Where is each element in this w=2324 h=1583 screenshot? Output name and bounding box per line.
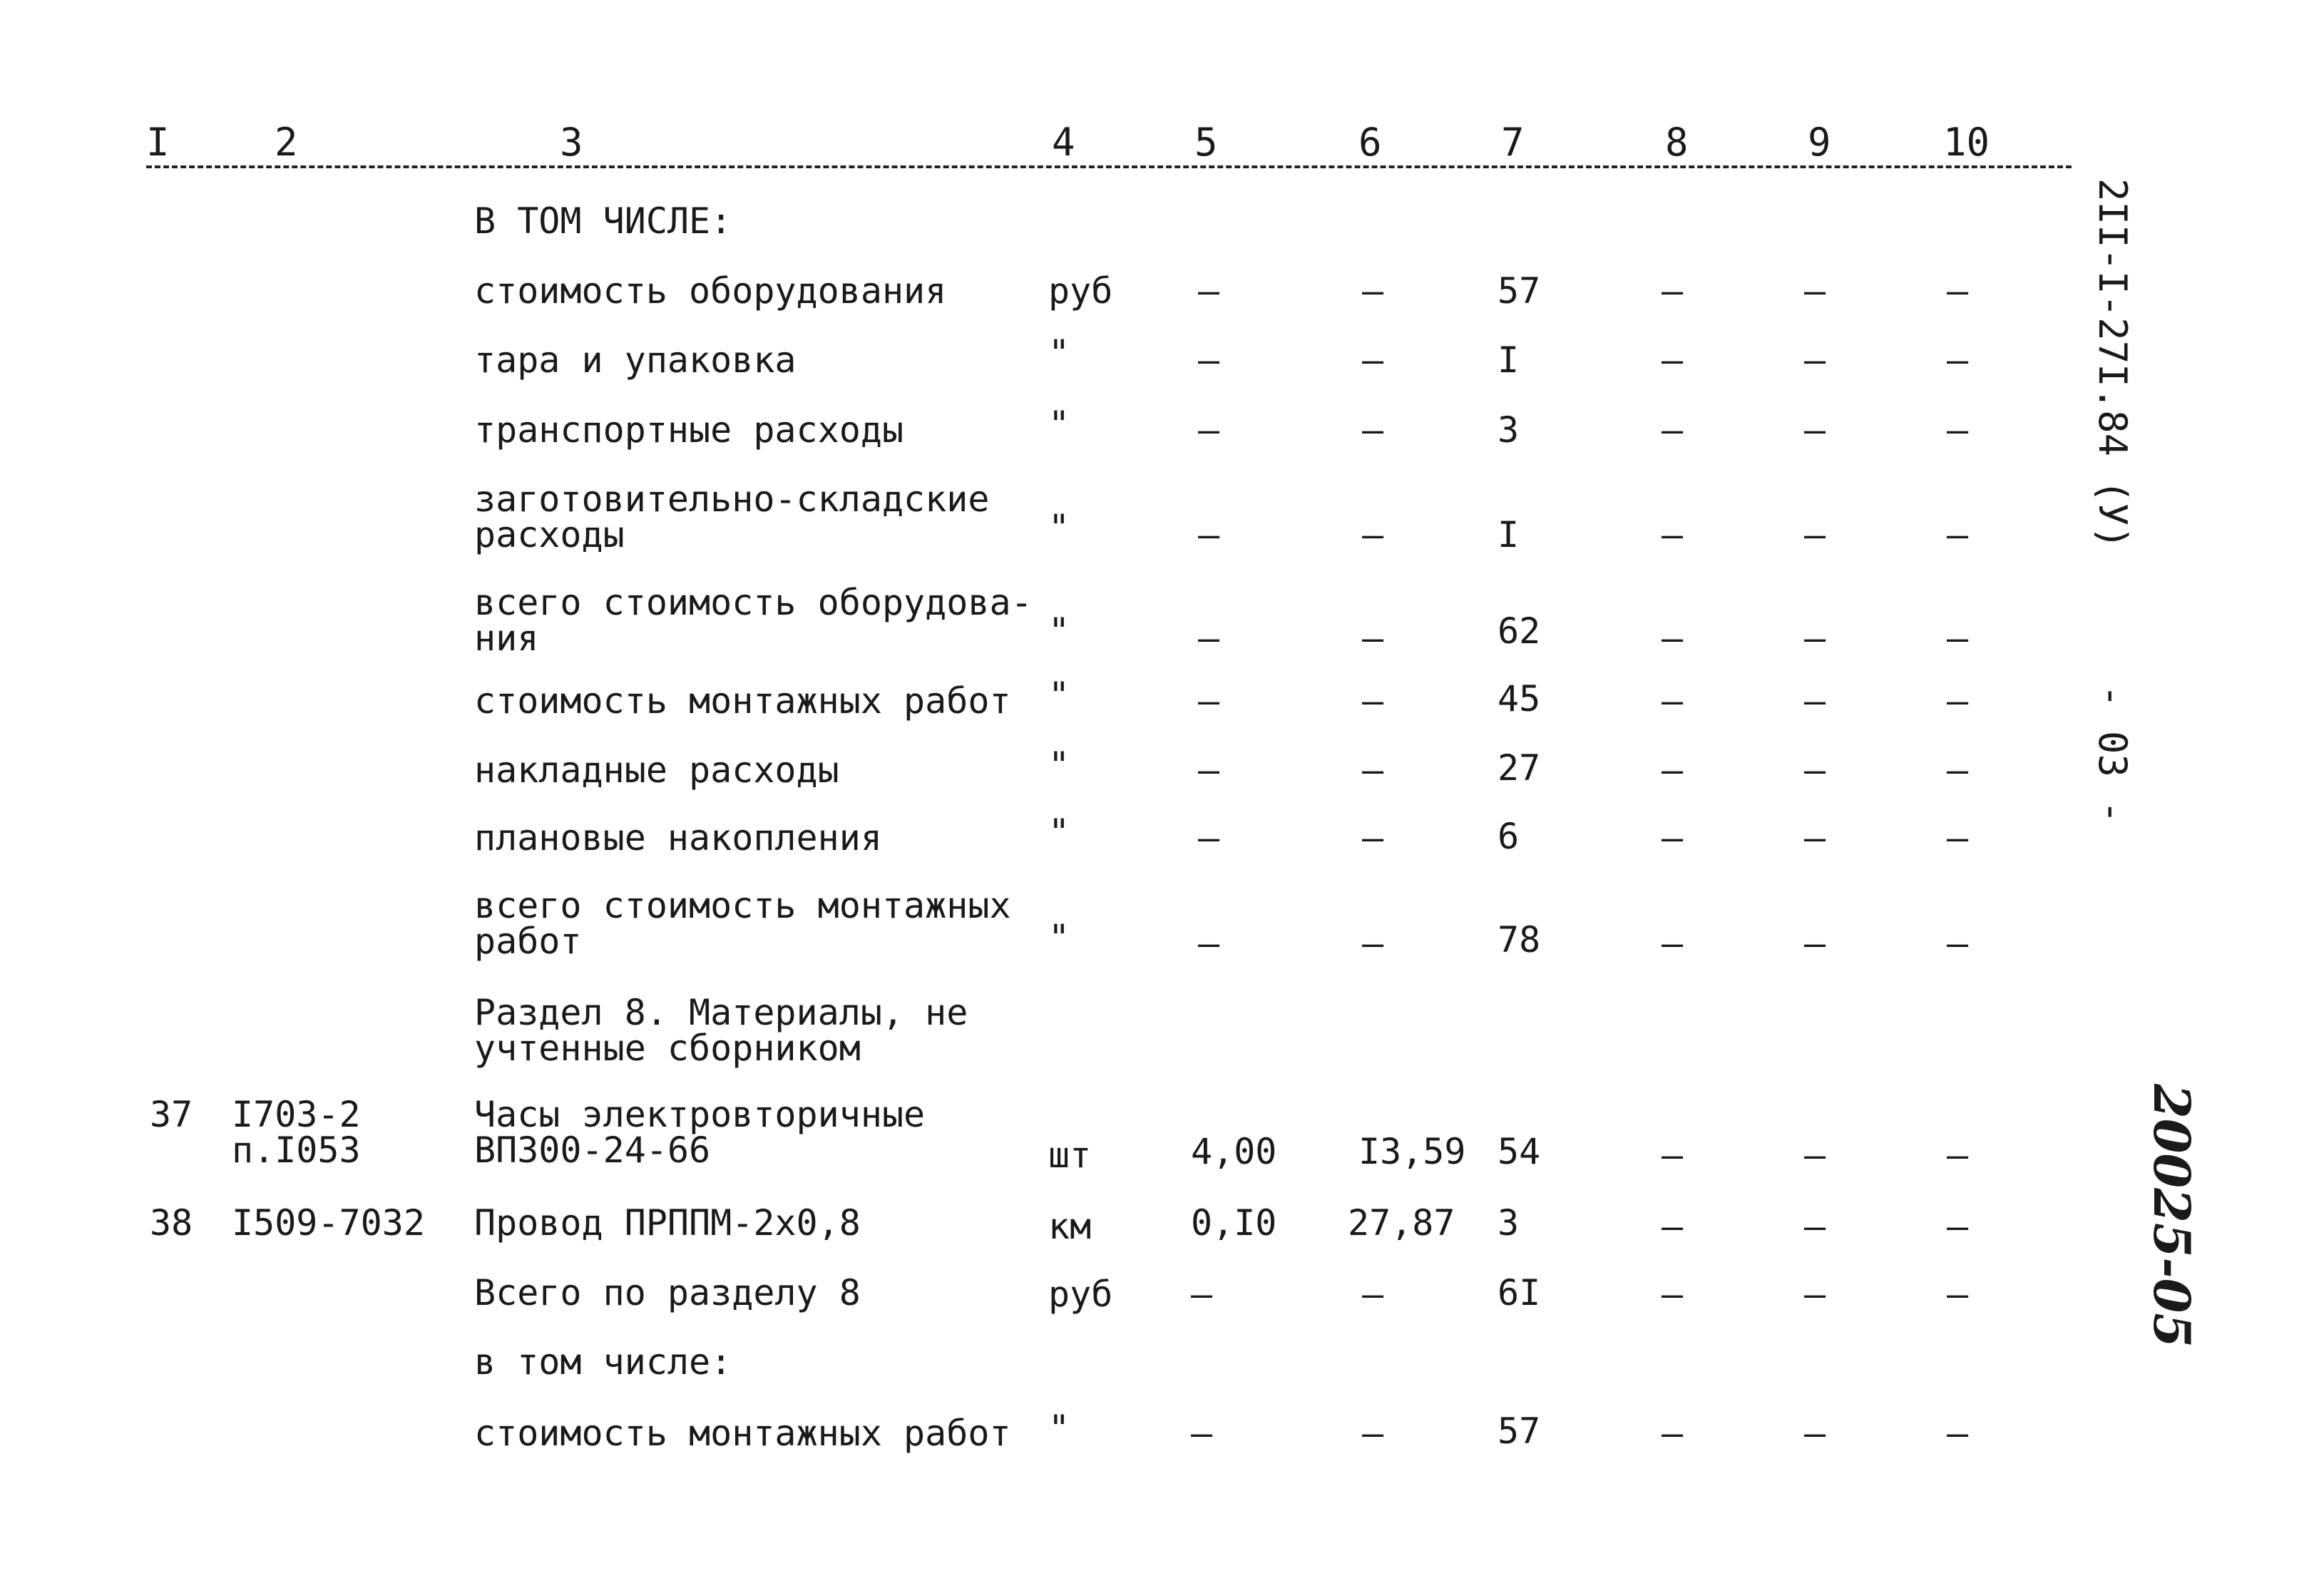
column-number-3: 3 <box>560 120 583 165</box>
row-9-unit: " <box>1048 917 1070 958</box>
row-15-col7: 57 <box>1498 1410 1541 1452</box>
row-4-col10: – <box>1947 514 1969 555</box>
row-5-unit: " <box>1048 610 1070 652</box>
row-2-desc-line-1: тара и упаковка <box>474 339 797 381</box>
column-number-5: 5 <box>1194 120 1218 165</box>
row-9-col5: – <box>1198 923 1220 964</box>
row-5-col8: – <box>1662 618 1684 659</box>
row-12-col9: – <box>1804 1206 1826 1247</box>
row-1-col9: – <box>1804 270 1826 312</box>
row-1-col8: – <box>1662 270 1684 312</box>
column-number-header <box>146 121 2072 171</box>
row-8-unit: " <box>1048 811 1070 853</box>
row-6-desc <box>474 680 1011 722</box>
row-9-desc-line-1: всего стоимость монтажных <box>474 885 1011 926</box>
row-12-col5: 0,I0 <box>1191 1202 1277 1244</box>
row-3-col6: – <box>1362 409 1384 451</box>
row-7-col8: – <box>1662 749 1684 791</box>
row-7-unit: " <box>1048 744 1070 786</box>
row-13-col7: 6I <box>1498 1272 1541 1313</box>
row-11-col9: – <box>1804 1134 1826 1176</box>
row-9-desc <box>474 885 1011 962</box>
row-11-number: 37 <box>150 1094 193 1135</box>
row-15-col8: – <box>1662 1413 1684 1454</box>
row-11-code-line-2: п.I053 <box>232 1129 361 1171</box>
row-5-col7: 62 <box>1498 610 1541 652</box>
row-8-desc <box>474 817 882 859</box>
row-1-desc-line-1: стоимость оборудования <box>474 270 947 312</box>
row-14-desc-line-1: в том числе: <box>474 1341 732 1383</box>
row-9-col8: – <box>1662 923 1684 964</box>
row-1-col7: 57 <box>1498 270 1541 312</box>
row-13-col6: – <box>1362 1274 1384 1315</box>
row-9-col6: – <box>1362 923 1384 964</box>
row-3-col5: – <box>1198 409 1220 451</box>
row-15-desc-line-1: стоимость монтажных работ <box>474 1413 1011 1454</box>
row-8-col10: – <box>1947 817 1969 859</box>
row-5-desc-line-2: ния <box>474 618 539 659</box>
row-5-col5: – <box>1198 618 1220 659</box>
row-6-col8: – <box>1662 680 1684 722</box>
column-number-1: I <box>146 120 170 165</box>
column-number-7: 7 <box>1501 120 1525 165</box>
row-12-number: 38 <box>150 1202 193 1244</box>
row-5-col10: – <box>1947 618 1969 659</box>
row-6-desc-line-1: стоимость монтажных работ <box>474 680 1011 722</box>
row-1-desc <box>474 270 947 312</box>
row-4-col5: – <box>1198 514 1220 555</box>
row-15-col5: – <box>1191 1413 1213 1454</box>
row-12-desc-line-1: Провод ПРППМ-2х0,8 <box>474 1202 861 1244</box>
column-number-4: 4 <box>1052 120 1075 165</box>
row-2-col6: – <box>1362 339 1384 381</box>
row-4-col9: – <box>1804 514 1826 555</box>
row-2-unit: " <box>1048 332 1070 374</box>
row-12-col7: 3 <box>1498 1202 1520 1244</box>
page-number: - 03 - <box>2090 685 2135 824</box>
row-7-col7: 27 <box>1498 747 1541 789</box>
row-13-col10: – <box>1947 1274 1969 1315</box>
row-5-col6: – <box>1362 618 1384 659</box>
row-6-col6: – <box>1362 680 1384 722</box>
row-5-desc-line-1: всего стоимость оборудова- <box>474 582 1033 623</box>
row-2-col7: I <box>1498 339 1520 381</box>
row-6-col7: 45 <box>1498 678 1541 719</box>
row-15-col10: – <box>1947 1413 1969 1454</box>
row-8-col8: – <box>1662 817 1684 859</box>
row-3-unit: " <box>1048 404 1070 445</box>
header-divider <box>146 165 2072 168</box>
row-13-col5: – <box>1191 1274 1213 1315</box>
row-11-col5: 4,00 <box>1191 1131 1277 1172</box>
row-15-col6: – <box>1362 1413 1384 1454</box>
row-9-desc-line-2: работ <box>474 921 582 962</box>
row-11-col7: 54 <box>1498 1131 1541 1172</box>
row-6-col10: – <box>1947 680 1969 722</box>
row-11-unit: шт <box>1048 1134 1092 1176</box>
row-3-col9: – <box>1804 409 1826 451</box>
column-number-10: 10 <box>1943 120 1990 165</box>
row-10-desc <box>474 992 968 1069</box>
column-number-6: 6 <box>1358 120 1382 165</box>
row-14-desc <box>474 1341 732 1383</box>
row-8-col7: 6 <box>1498 816 1520 857</box>
row-12-code-line-1: I509-7032 <box>232 1202 425 1244</box>
row-2-col8: – <box>1662 339 1684 381</box>
row-6-col9: – <box>1804 680 1826 722</box>
row-7-desc <box>474 749 839 791</box>
row-12-col6: 27,87 <box>1348 1202 1455 1244</box>
row-3-col8: – <box>1662 409 1684 451</box>
row-11-desc-line-1: Часы электровторичные <box>474 1094 926 1135</box>
row-2-col9: – <box>1804 339 1826 381</box>
column-number-2: 2 <box>275 120 298 165</box>
row-7-col6: – <box>1362 749 1384 791</box>
row-3-col10: – <box>1947 409 1969 451</box>
row-12-col8: – <box>1662 1206 1684 1247</box>
row-7-col9: – <box>1804 749 1826 791</box>
row-9-col10: – <box>1947 923 1969 964</box>
row-13-col9: – <box>1804 1274 1826 1315</box>
row-3-desc <box>474 409 904 451</box>
row-13-unit: руб <box>1048 1274 1113 1315</box>
row-8-col6: – <box>1362 817 1384 859</box>
row-1-unit: руб <box>1048 270 1113 312</box>
row-1-col5: – <box>1198 270 1220 312</box>
row-11-code <box>232 1094 361 1171</box>
row-2-col10: – <box>1947 339 1969 381</box>
row-7-col5: – <box>1198 749 1220 791</box>
row-7-desc-line-1: накладные расходы <box>474 749 839 791</box>
row-7-col10: – <box>1947 749 1969 791</box>
row-3-desc-line-1: транспортные расходы <box>474 409 904 451</box>
row-0-desc-line-1: В ТОМ ЧИСЛЕ: <box>474 200 732 242</box>
row-12-desc <box>474 1202 861 1244</box>
row-11-desc-line-2: ВП300-24-66 <box>474 1129 711 1171</box>
row-15-col9: – <box>1804 1413 1826 1454</box>
row-4-col6: – <box>1362 514 1384 555</box>
row-4-unit: " <box>1048 507 1070 548</box>
row-11-code-line-1: I703-2 <box>232 1094 361 1135</box>
inventory-stamp: 20025-05 <box>2142 1084 2201 1348</box>
row-4-desc <box>474 478 990 555</box>
row-11-col8: – <box>1662 1134 1684 1176</box>
column-number-8: 8 <box>1665 120 1689 165</box>
row-13-col8: – <box>1662 1274 1684 1315</box>
row-8-col9: – <box>1804 817 1826 859</box>
row-13-desc <box>474 1272 861 1313</box>
row-2-desc <box>474 339 797 381</box>
row-12-col10: – <box>1947 1206 1969 1247</box>
row-6-unit: " <box>1048 675 1070 716</box>
row-4-col7: I <box>1498 514 1520 555</box>
row-6-col5: – <box>1198 680 1220 722</box>
row-11-col6: I3,59 <box>1358 1131 1466 1172</box>
row-11-col10: – <box>1947 1134 1969 1176</box>
row-9-col7: 78 <box>1498 919 1541 960</box>
row-4-desc-line-1: заготовительно-складские <box>474 478 990 520</box>
row-4-col8: – <box>1662 514 1684 555</box>
column-number-9: 9 <box>1808 120 1831 165</box>
row-15-unit: " <box>1048 1408 1070 1449</box>
row-8-col5: – <box>1198 817 1220 859</box>
row-11-desc <box>474 1094 926 1171</box>
row-12-unit: км <box>1048 1206 1092 1247</box>
row-10-desc-line-1: Раздел 8. Материалы, не <box>474 992 968 1033</box>
row-15-desc <box>474 1413 1011 1454</box>
row-13-desc-line-1: Всего по разделу 8 <box>474 1272 861 1313</box>
row-12-code <box>232 1202 425 1244</box>
row-9-col9: – <box>1804 923 1826 964</box>
row-2-col5: – <box>1198 339 1220 381</box>
row-10-desc-line-2: учтенные сборником <box>474 1028 861 1069</box>
row-1-col10: – <box>1947 270 1969 312</box>
row-8-desc-line-1: плановые накопления <box>474 817 882 859</box>
row-3-col7: 3 <box>1498 409 1520 451</box>
row-5-desc <box>474 582 1033 659</box>
document-code: 2II-I-27I.84 (У) <box>2090 178 2135 550</box>
row-0-desc <box>474 200 732 242</box>
row-1-col6: – <box>1362 270 1384 312</box>
row-5-col9: – <box>1804 618 1826 659</box>
row-4-desc-line-2: расходы <box>474 514 625 555</box>
